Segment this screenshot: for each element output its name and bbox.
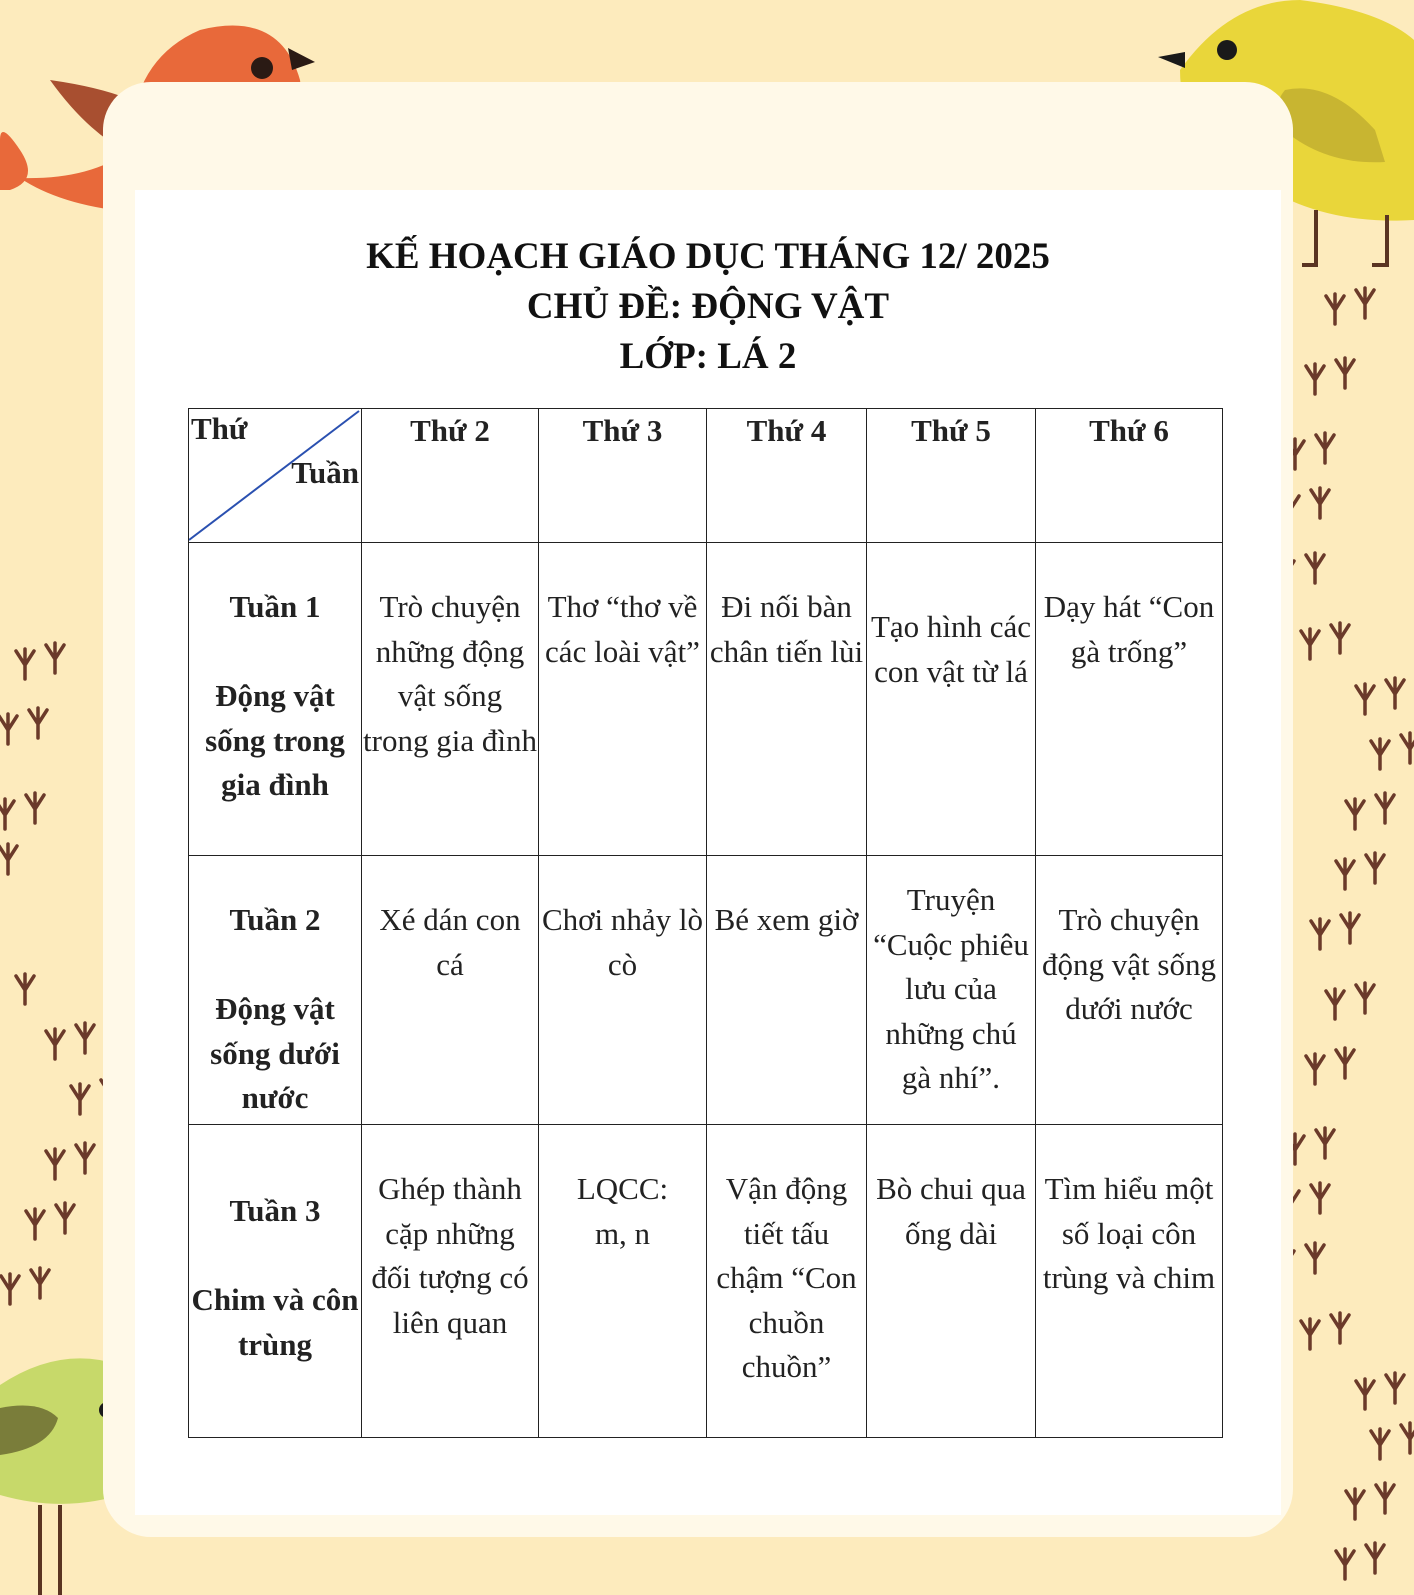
activity-cell: Trò chuyện những động vật sống trong gia đình [362, 543, 539, 856]
week-theme: Động vật sống trong gia đình [205, 678, 345, 802]
header-row [189, 409, 1223, 543]
activity-cell: Trò chuyện động vật sống dưới nước [1036, 856, 1223, 1125]
day-header: Thứ 6 [1036, 409, 1223, 543]
week-theme: Động vật sống dưới nước [210, 991, 340, 1115]
table-row [189, 543, 1223, 856]
week-theme: Chim và côn trùng [191, 1282, 359, 1362]
corner-top-label: Thứ [191, 411, 248, 446]
activity-cell: Thơ “thơ về các loài vật” [539, 543, 707, 856]
week-cell [189, 1125, 362, 1438]
activity-cell: Xé dán con cá [362, 856, 539, 1125]
day-header: Thứ 2 [362, 409, 539, 543]
corner-bottom-label: Tuần [291, 455, 359, 490]
title-line-2: CHỦ ĐỀ: ĐỘNG VẬT [526, 286, 890, 327]
corner-cell [189, 409, 362, 543]
day-header: Thứ 4 [707, 409, 867, 543]
activity-cell: Ghép thành cặp những đối tượng có liên quan [362, 1125, 539, 1438]
title-line-3: LỚP: LÁ 2 [619, 336, 797, 377]
activity-cell: Bò chui qua ống dài [867, 1125, 1036, 1438]
day-header: Thứ 5 [867, 409, 1036, 543]
activity-cell: Chơi nhảy lò cò [539, 856, 707, 1125]
table-row [189, 1125, 1223, 1438]
week-cell [189, 856, 362, 1125]
week-label: Tuần 2 [229, 902, 321, 937]
week-cell [189, 543, 362, 856]
schedule-table [188, 408, 1223, 1438]
table-row [189, 856, 1223, 1125]
day-header: Thứ 3 [539, 409, 707, 543]
activity-cell: Đi nối bàn chân tiến lùi [707, 543, 867, 856]
activity-cell: Tạo hình các con vật từ lá [867, 543, 1036, 856]
activity-cell: Dạy hát “Con gà trống” [1036, 543, 1223, 856]
page-title [135, 232, 1281, 382]
week-label: Tuần 3 [229, 1193, 321, 1228]
activity-cell: Truyện “Cuộc phiêu lưu của những chú gà nhí”. [867, 856, 1036, 1125]
activity-cell: LQCC: m, n [539, 1125, 707, 1438]
title-line-1: KẾ HOẠCH GIÁO DỤC THÁNG 12/ 2025 [366, 236, 1050, 277]
activity-cell: Bé xem giờ [707, 856, 867, 1125]
activity-cell: Vận động tiết tấu chậm “Con chuồn chuồn” [707, 1125, 867, 1438]
activity-cell: Tìm hiểu một số loại côn trùng và chim [1036, 1125, 1223, 1438]
week-label: Tuần 1 [229, 589, 321, 624]
